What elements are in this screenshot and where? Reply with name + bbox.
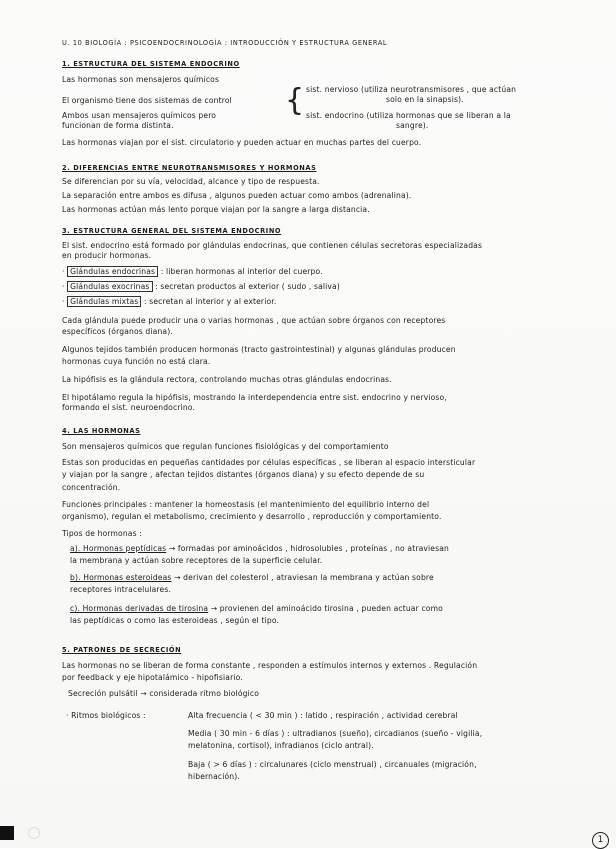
- term-endocrinas: Glándulas endocrinas: [67, 266, 158, 277]
- s5-line-2: por feedback y eje hipotalámico - hipofisiario.: [62, 673, 243, 682]
- s4-type-a: [70, 544, 449, 554]
- s5-line-1: Las hormonas no se liberan de forma constante , responden a estímulos internos y externos . Regulación: [62, 661, 478, 670]
- s1-line-2: El organismo tiene dos sistemas de control: [62, 96, 232, 105]
- scan-corner-mark: [0, 826, 14, 840]
- s1-right-2: solo en la sinapsis).: [386, 95, 464, 104]
- s1-line-4: funcionan de forma distinta.: [62, 121, 174, 130]
- s5-rhythm-4: Baja ( > 6 días ) : circalunares (ciclo menstrual) , circanuales (migración,: [188, 760, 477, 769]
- s1-line-1: Las hormonas son mensajeros químicos: [62, 75, 220, 84]
- s4-line-4: concentración.: [62, 483, 121, 492]
- s3-line-7: La hipófisis es la glándula rectora, controlando muchas otras glándulas endocrinas.: [62, 375, 392, 384]
- section-3-title: 3. ESTRUCTURA GENERAL DEL SISTEMA ENDOCRINO: [62, 227, 282, 235]
- s2-line-3: Las hormonas actúan más lento porque viajan por la sangre a larga distancia.: [62, 205, 370, 214]
- term-peptidicas: a). Hormonas peptídicas: [70, 544, 167, 553]
- s5-line-3: Secreción pulsátil → considerada ritmo biológico: [68, 689, 259, 698]
- s3-line-4: específicos (órganos diana).: [62, 327, 173, 336]
- page-header: U. 10 BIOLOGÍA : PSICOENDOCRINOLOGÍA : INTRODUCCIÓN Y ESTRUCTURA GENERAL: [62, 39, 388, 47]
- s5-line-4: · Ritmos biológicos :: [66, 711, 146, 720]
- s5-rhythm-1: Alta frecuencia ( < 30 min ) : latido , respiración , actividad cerebral: [188, 711, 458, 720]
- s3-line-6: hormonas cuya función no está clara.: [62, 357, 211, 366]
- term-esteroideas: b). Hormonas esteroideas: [70, 573, 172, 582]
- def-exocrinas: : secretan productos al exterior ( sudo , saliva): [155, 282, 340, 291]
- s5-rhythm-3: melatonina, cortisol), infradianos (ciclo antral).: [188, 741, 374, 750]
- section-2-title: 2. DIFERENCIAS ENTRE NEUROTRANSMISORES Y HORMONAS: [62, 164, 317, 172]
- section-5-title: 5. PATRONES DE SECRECIÓN: [62, 646, 182, 654]
- s3-bullet-3: · Glándulas mixtas : secretan al interior y al exterior.: [62, 297, 277, 306]
- s4-type-a-cont: la membrana y actúan sobre receptores de la superficie celular.: [70, 556, 323, 565]
- s4-line-1: Son mensajeros químicos que regulan funciones fisiológicas y del comportamiento: [62, 442, 389, 451]
- s4-type-b-cont: receptores intracelulares.: [70, 585, 172, 594]
- faint-stamp-icon: [28, 827, 40, 839]
- brace-icon: {: [285, 83, 305, 118]
- def-tirosina: → provienen del aminoácido tirosina , pueden actuar como: [210, 604, 443, 613]
- s3-line-1: El sist. endocrino está formado por glándulas endocrinas, que contienen células secretoras especializadas: [62, 241, 483, 250]
- def-endocrinas: : liberan hormonas al interior del cuerpo.: [160, 267, 323, 276]
- section-1-title: 1. ESTRUCTURA DEL SISTEMA ENDOCRINO: [62, 60, 240, 68]
- s5-rhythm-2: Media ( 30 min - 6 días ) : ultradianos (sueño), circadianos (sueño - vigilia,: [188, 729, 483, 738]
- term-tirosina: c). Hormonas derivadas de tirosina: [70, 604, 209, 613]
- s1-right-4: sangre).: [396, 121, 429, 130]
- term-exocrinas: Glándulas exocrinas: [67, 281, 152, 292]
- s5-rhythm-5: hibernación).: [188, 772, 240, 781]
- s1-line-3: Ambos usan mensajeros químicos pero: [62, 111, 217, 120]
- s3-line-2: en producir hormonas.: [62, 251, 152, 260]
- s4-line-7: Tipos de hormonas :: [62, 529, 142, 538]
- def-peptidicas: → formadas por aminoácidos , hidrosolubles , proteínas , no atraviesan: [168, 544, 450, 553]
- s1-line-5: Las hormonas viajan por el sist. circulatorio y pueden actuar en muchas partes del cuerpo.: [62, 138, 422, 147]
- s3-bullet-2: · Glándulas exocrinas : secretan productos al exterior ( sudo , saliva): [62, 282, 340, 291]
- s3-line-8: El hipotálamo regula la hipófisis, mostrando la interdependencia entre sist. endocrino y nervioso,: [62, 393, 447, 402]
- s4-type-c-cont: las peptídicas o como las esteroideas , según el tipo.: [70, 616, 280, 625]
- s3-line-5: Algunos tejidos también producen hormonas (tracto gastrointestinal) y algunas glándulas producen: [62, 345, 456, 354]
- term-mixtas: Glándulas mixtas: [67, 296, 141, 307]
- s4-line-5: Funciones principales : mantener la homeostasis (el mantenimiento del equilibrio interno del: [62, 500, 430, 509]
- s1-right-3: sist. endocrino (utiliza hormonas que se liberan a la: [306, 111, 511, 120]
- section-4-title: 4. LAS HORMONAS: [62, 427, 141, 435]
- s4-type-b: [70, 573, 434, 583]
- s4-line-2: Estas son producidas en pequeñas cantidades por células específicas , se liberan al espacio intersticular: [62, 458, 476, 467]
- s3-line-9: formando el sist. neuroendocrino.: [62, 403, 196, 412]
- def-esteroideas: → derivan del colesterol , atraviesan la membrana y actúan sobre: [174, 573, 434, 582]
- s4-type-c: [70, 604, 443, 614]
- page-number: 1: [592, 832, 609, 849]
- s2-line-1: Se diferencian por su vía, velocidad, alcance y tipo de respuesta.: [62, 177, 320, 186]
- s1-right-1: sist. nervioso (utiliza neurotransmisores , que actúan: [306, 85, 517, 94]
- s4-line-6: organismo), regulan el metabolismo, crecimiento y desarrollo , reproducción y comportamiento.: [62, 512, 442, 521]
- s3-line-3: Cada glándula puede producir una o varias hormonas , que actúan sobre órganos con receptores: [62, 316, 446, 325]
- def-mixtas: : secretan al interior y al exterior.: [143, 297, 277, 306]
- s2-line-2: La separación entre ambos es difusa , algunos pueden actuar como ambos (adrenalina).: [62, 191, 412, 200]
- s3-bullet-1: · Glándulas endocrinas : liberan hormonas al interior del cuerpo.: [62, 267, 323, 276]
- s4-line-3: y viajan por la sangre , afectan tejidos distantes (órganos diana) y su efecto depende de su: [62, 470, 425, 479]
